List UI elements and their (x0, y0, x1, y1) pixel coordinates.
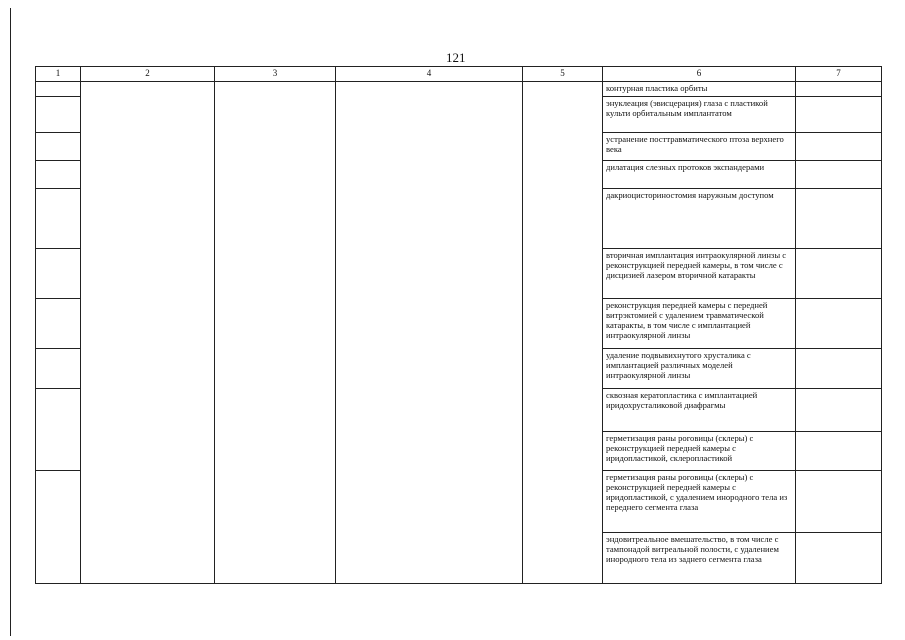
procedure-cell: дилатация слезных протоков экспандерами (603, 161, 796, 189)
header-row (36, 67, 882, 82)
procedure-cell: вторичная имплантация интраокулярной линзы с реконструкцией передней камеры, в том числе с дисцизией лазером вторичной катаракты (603, 249, 796, 299)
col7-cell (796, 82, 882, 97)
col1-cell (36, 349, 81, 389)
col3-cell (215, 82, 336, 584)
col4-cell (336, 82, 523, 584)
procedure-cell: контурная пластика орбиты (603, 82, 796, 97)
col7-cell (796, 133, 882, 161)
table-row (36, 82, 882, 97)
left-margin-line (10, 8, 11, 636)
column-header: 7 (796, 67, 882, 82)
procedure-cell: дакриоцисториностомия наружным доступом (603, 189, 796, 249)
procedure-cell: устранение посттравматического птоза верхнего века (603, 133, 796, 161)
column-header: 5 (523, 67, 603, 82)
column-header: 1 (36, 67, 81, 82)
procedure-cell: герметизация раны роговицы (склеры) с реконструкцией передней камеры с иридопластикой, с удалением инородного тела из переднего сегмента глаза (603, 471, 796, 533)
procedure-cell: реконструкция передней камеры с передней витрэктомией с удалением травматической катаракты, в том числе с имплантацией интраокулярной линзы (603, 299, 796, 349)
procedure-cell: энуклеация (эвисцерация) глаза с пластикой культи орбитальным имплантатом (603, 97, 796, 133)
col7-cell (796, 161, 882, 189)
col5-cell (523, 82, 603, 584)
col7-cell (796, 533, 882, 584)
col7-cell (796, 389, 882, 432)
col1-cell (36, 82, 81, 97)
procedure-cell: сквозная кератопластика с имплантацией иридохрусталиковой диафрагмы (603, 389, 796, 432)
procedure-cell: удаление подвывихнутого хрусталика с имплантацией различных моделей интраокулярной линзы (603, 349, 796, 389)
col7-cell (796, 189, 882, 249)
column-header: 2 (81, 67, 215, 82)
procedure-cell: эндовитреальное вмешательство, в том числе с тампонадой витреальной полости, с удалением инородного тела из заднего сегмента глаза (603, 533, 796, 584)
column-header: 3 (215, 67, 336, 82)
col1-cell (36, 249, 81, 299)
col1-cell (36, 471, 81, 584)
col1-cell (36, 133, 81, 161)
procedures-table (35, 66, 882, 584)
column-header: 6 (603, 67, 796, 82)
col7-cell (796, 471, 882, 533)
col1-cell (36, 389, 81, 471)
page-number: 121 (446, 50, 466, 65)
procedure-cell: герметизация раны роговицы (склеры) с реконструкцией передней камеры с иридопластикой, склеропластикой (603, 432, 796, 471)
col1-cell (36, 299, 81, 349)
column-header: 4 (336, 67, 523, 82)
col1-cell (36, 161, 81, 189)
col1-cell (36, 97, 81, 133)
col7-cell (796, 299, 882, 349)
col7-cell (796, 349, 882, 389)
col7-cell (796, 249, 882, 299)
col7-cell (796, 432, 882, 471)
col7-cell (796, 97, 882, 133)
col1-cell (36, 189, 81, 249)
col2-cell (81, 82, 215, 584)
